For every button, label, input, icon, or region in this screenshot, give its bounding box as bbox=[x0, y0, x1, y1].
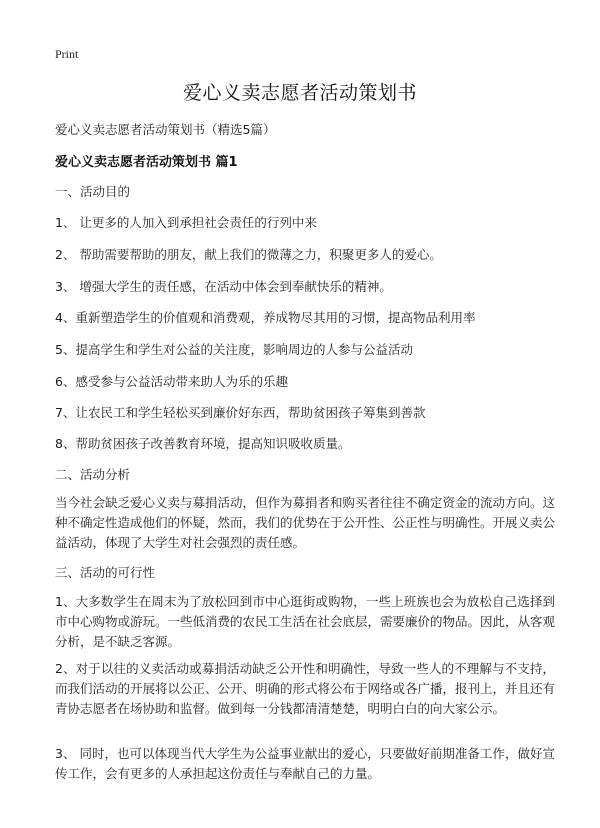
heading-analysis: 二、活动分析 bbox=[55, 467, 131, 482]
purpose-item: 7、让农民工和学生轻松买到廉价好东西，帮助贫困孩子筹集到善款 bbox=[55, 405, 426, 420]
purpose-item: 5、提高学生和学生对公益的关注度，影响周边的人参与公益活动 bbox=[55, 342, 413, 357]
analysis-paragraph: 当今社会缺乏爱心义卖与募捐活动，但作为募捐者和购买者往往不确定资金的流动方向。这种不确定性造成他们的怀疑，然而，我们的优势在于公开性、公正性与明确性。开展义卖公益活动，体现了大学生对社会强烈的责任感。 bbox=[55, 495, 556, 550]
purpose-item: 2、 帮助需要帮助的朋友，献上我们的微薄之力，积聚更多人的爱心。 bbox=[55, 247, 442, 262]
article-heading: 爱心义卖志愿者活动策划书 篇1 bbox=[55, 155, 238, 170]
purpose-item: 3、 增强大学生的责任感，在活动中体会到奉献快乐的精神。 bbox=[55, 279, 392, 294]
print-link[interactable]: Print bbox=[55, 47, 79, 61]
feasibility-item: 2、对于以往的义卖活动或募捐活动缺乏公开性和明确性，导致一些人的不理解与不支持，而我们活动的开展将以公正、公开、明确的形式将公布于网络或各广播，报刊上，并且还有青协志愿者在场协助和监督。做到每一分钱都清清楚楚，明明白白的向大家公示。 bbox=[55, 661, 556, 716]
heading-purpose: 一、活动目的 bbox=[55, 184, 131, 199]
feasibility-item: 1、大多数学生在周末为了放松回到市中心逛街或购物，一些上班族也会为放松自己选择到市中心购物或游玩。一些低消费的农民工生活在社会底层，需要廉价的物品。因此，从客观分析，是不缺乏客源。 bbox=[55, 594, 556, 649]
heading-feasibility: 三、活动的可行性 bbox=[55, 565, 156, 580]
feasibility-item: 3、 同时，也可以体现当代大学生为公益事业献出的爱心，只要做好前期准备工作，做好宣传工作，会有更多的人承担起这份责任与奉献自己的力量。 bbox=[55, 746, 555, 781]
purpose-item: 1、 让更多的人加入到承担社会责任的行列中来 bbox=[55, 215, 317, 230]
document-subtitle: 爱心义卖志愿者活动策划书（精选5篇） bbox=[55, 122, 276, 137]
purpose-item: 8、帮助贫困孩子改善教育环境，提高知识吸收质量。 bbox=[55, 436, 351, 451]
document-title: 爱心义卖志愿者活动策划书 bbox=[182, 82, 417, 104]
purpose-item: 6、感受参与公益活动带来助人为乐的乐趣 bbox=[55, 374, 288, 389]
purpose-item: 4、重新塑造学生的价值观和消费观，养成物尽其用的习惯，提高物品利用率 bbox=[55, 310, 476, 325]
